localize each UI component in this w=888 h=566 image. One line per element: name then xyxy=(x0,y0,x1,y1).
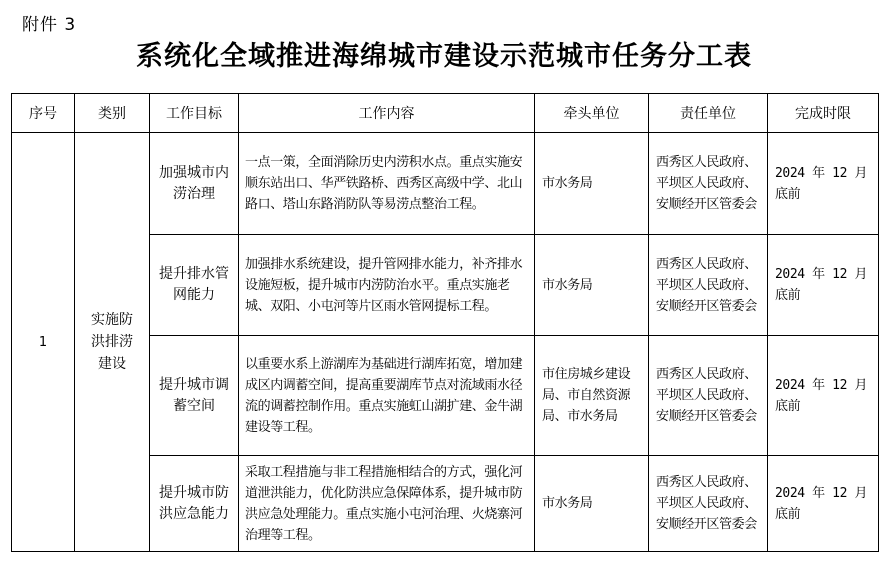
header-category: 类别 xyxy=(75,94,150,133)
deadline: 2024 年 12 月底前 xyxy=(768,133,879,235)
lead-unit: 市水务局 xyxy=(535,235,649,336)
header-deadline: 完成时限 xyxy=(768,94,879,133)
header-lead-unit: 牵头单位 xyxy=(535,94,649,133)
task-goal: 提升城市防洪应急能力 xyxy=(150,456,239,552)
header-number: 序号 xyxy=(12,94,75,133)
header-goal: 工作目标 xyxy=(150,94,239,133)
table-row xyxy=(12,133,879,235)
lead-unit: 市住房城乡建设局、市自然资源局、市水务局 xyxy=(535,336,649,456)
task-table xyxy=(11,93,879,552)
task-content: 一点一策，全面消除历史内涝积水点。重点实施安顺东站出口、华严铁路桥、西秀区高级中学、北山路口、塔山东路消防队等易涝点整治工程。 xyxy=(239,133,535,235)
responsible-unit: 西秀区人民政府、平坝区人民政府、安顺经开区管委会 xyxy=(649,336,768,456)
table-header-row xyxy=(12,94,879,133)
attachment-label: 附件 3 xyxy=(22,15,77,35)
responsible-unit: 西秀区人民政府、平坝区人民政府、安顺经开区管委会 xyxy=(649,133,768,235)
responsible-unit: 西秀区人民政府、平坝区人民政府、安顺经开区管委会 xyxy=(649,456,768,552)
responsible-unit: 西秀区人民政府、平坝区人民政府、安顺经开区管委会 xyxy=(649,235,768,336)
task-content: 加强排水系统建设，提升管网排水能力，补齐排水设施短板，提升城市内涝防治水平。重点实施老城、双阳、小屯河等片区雨水管网提标工程。 xyxy=(239,235,535,336)
page-title: 系统化全域推进海绵城市建设示范城市任务分工表 xyxy=(136,41,752,72)
row-number: 1 xyxy=(12,133,75,552)
header-content: 工作内容 xyxy=(239,94,535,133)
task-content: 采取工程措施与非工程措施相结合的方式，强化河道泄洪能力，优化防洪应急保障体系，提升城市防洪应急处理能力。重点实施小屯河治理、火烧寨河治理等工程。 xyxy=(239,456,535,552)
task-goal: 提升城市调蓄空间 xyxy=(150,336,239,456)
deadline: 2024 年 12 月底前 xyxy=(768,336,879,456)
deadline: 2024 年 12 月底前 xyxy=(768,235,879,336)
task-goal: 加强城市内涝治理 xyxy=(150,133,239,235)
task-content: 以重要水系上游湖库为基础进行湖库拓宽，增加建成区内调蓄空间，提高重要湖库节点对流域雨水径流的调蓄控制作用。重点实施虹山湖扩建、金牛湖建设等工程。 xyxy=(239,336,535,456)
deadline: 2024 年 12 月底前 xyxy=(768,456,879,552)
lead-unit: 市水务局 xyxy=(535,456,649,552)
header-responsible-unit: 责任单位 xyxy=(649,94,768,133)
task-goal: 提升排水管网能力 xyxy=(150,235,239,336)
row-category: 实施防洪排涝建设 xyxy=(75,133,150,552)
lead-unit: 市水务局 xyxy=(535,133,649,235)
